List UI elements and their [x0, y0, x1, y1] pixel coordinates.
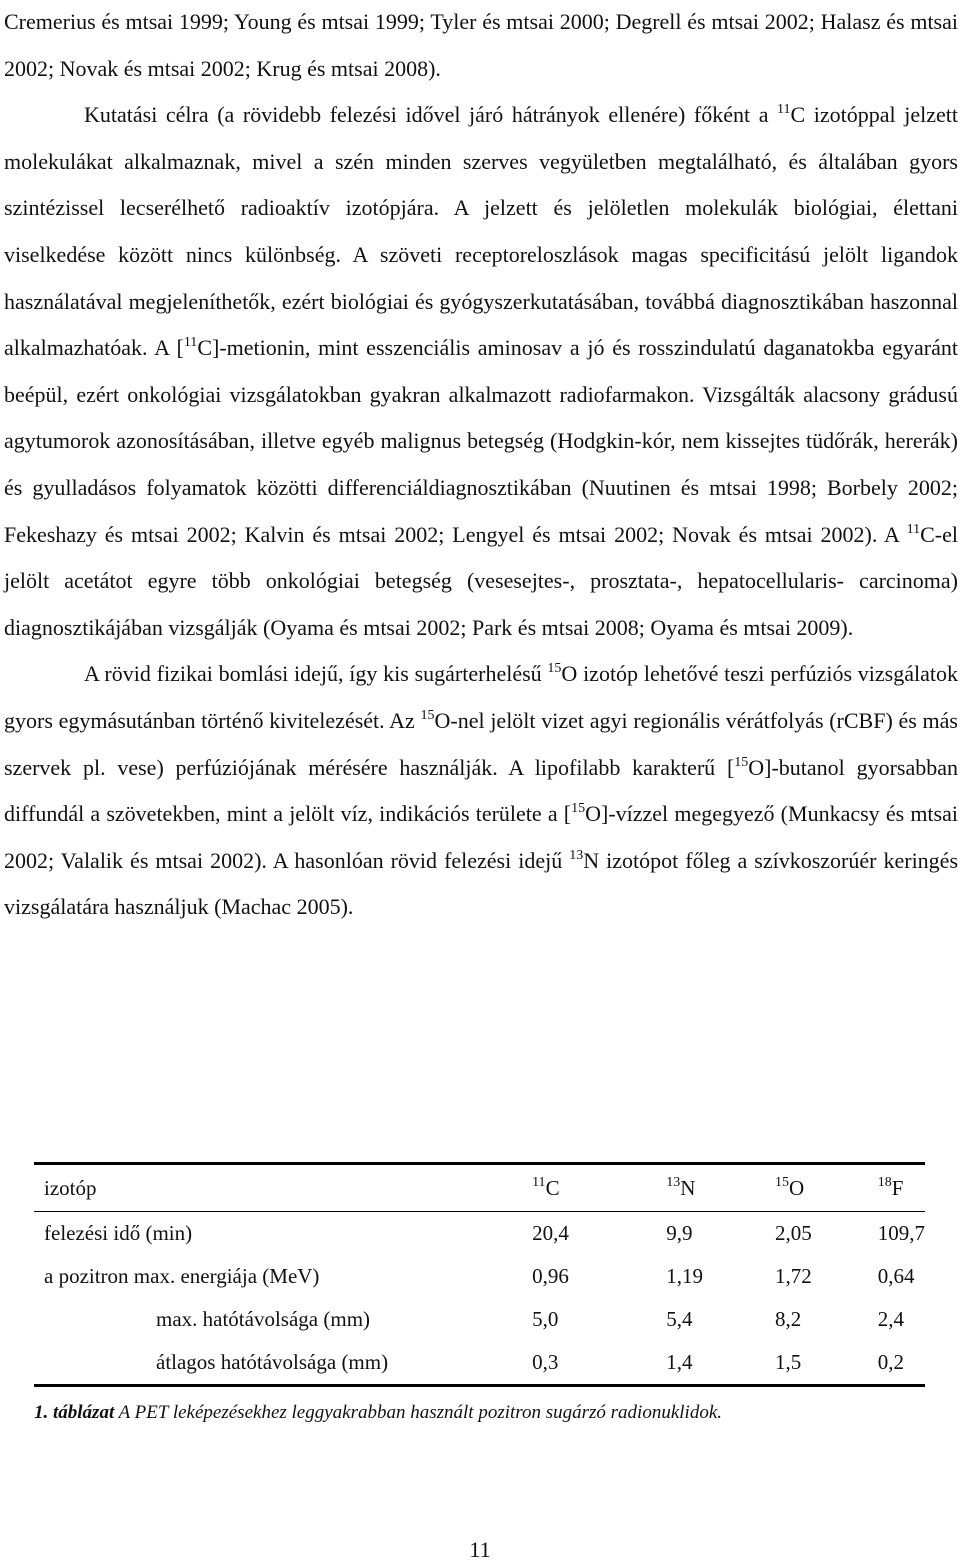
header-label: izotóp	[44, 1175, 97, 1200]
row-label: max. hatótávolsága (mm)	[156, 1307, 371, 1331]
superscript: 15	[571, 801, 586, 817]
table-cell: 1,4	[666, 1350, 693, 1374]
text-run: O-nel jelölt vizet agyi regionális vérátfolyás (rCBF) és más szervek pl. vese) perfúziójának mérésére használják. A lipofilabb karakterű [	[4, 707, 958, 780]
document-page	[4, 0, 958, 931]
text-run: Kutatási célra (a rövidebb felezési idővel járó hátrányok ellenére) főként a	[84, 102, 778, 128]
table-cell: 2,4	[877, 1307, 904, 1331]
superscript: 15	[734, 754, 749, 770]
table-cell: 0,2	[877, 1350, 904, 1374]
caption-number: 1. táblázat	[34, 1402, 115, 1423]
text-run: O]-butanol gyorsabban diffundál a szövetekben, mint a jelölt víz, indikációs területe a [	[4, 754, 958, 827]
paragraph-text: Cremerius és mtsai 1999; Young és mtsai 1999; Tyler és mtsai 2000; Degrell és mtsai 2002; Halasz és mtsai 2002; Novak és mtsai 2002; Krug és mtsai 2008).	[4, 9, 958, 81]
superscript: 11	[183, 335, 198, 351]
text-run: C-el jelölt acetátot egyre több onkológiai betegség (vesesejtes-, prosztata-, hepatocellularis- carcinoma) diagnosztikájában vizsgálják (Oyama és mtsai 2002; Park és mtsai 2008; Oyama és mtsai 2009).	[4, 521, 958, 640]
paragraph-oxygen-15	[4, 651, 958, 931]
table-cell: 2,05	[775, 1221, 812, 1245]
text-run: C]-metionin, mint esszenciális aminosav a jó és rosszindulatú daganatokba egyaránt beépül, ezért onkológiai vizsgálatokban gyakran alkalmazott radiofarmakon. Vizsgálták alacsony grádusú agytumorok azonosításában, illetve egyéb malignus betegség (Hodgkin-kór, nem kissejtes tüdőrák, hererák) és gyulladásos folyamatok közötti differenciáldiagnosztikában (Nuutinen és mtsai 1998; Borbely 2002; Fekeshazy és mtsai 2002; Kalvin és mtsai 2002; Lengyel és mtsai 2002; Novak és mtsai 2002). A	[4, 335, 958, 547]
isotope-symbol: N	[680, 1175, 696, 1200]
isotope-symbol: C	[545, 1175, 560, 1200]
text-run: O izotóp lehetővé teszi perfúziós vizsgálatok gyors egymásutánban történő kivitelezését. Az	[4, 661, 958, 733]
superscript: 11	[777, 102, 791, 118]
table-cell: 1,19	[666, 1264, 704, 1288]
isotope-symbol: F	[891, 1175, 904, 1200]
superscript: 13	[666, 1174, 681, 1190]
table-caption	[34, 1402, 722, 1424]
table-cell: 0,64	[877, 1264, 915, 1288]
header-isotope	[775, 1164, 878, 1212]
table-row	[34, 1298, 925, 1341]
table-cell: 8,2	[775, 1307, 802, 1331]
table	[34, 1162, 925, 1387]
table-cell: 1,72	[775, 1264, 812, 1288]
table-cell: 20,4	[532, 1221, 569, 1245]
table-header-row	[34, 1164, 925, 1212]
table-row	[34, 1341, 925, 1386]
header-isotope	[532, 1164, 666, 1212]
table-cell: 5,4	[666, 1307, 693, 1331]
table-cell: 9,9	[666, 1221, 693, 1245]
table-row	[34, 1255, 925, 1298]
page-number: 11	[469, 1537, 491, 1562]
header-isotope	[878, 1164, 925, 1212]
caption-text: A PET leképezésekhez leggyakrabban használt pozitron sugárzó radionuklidok.	[114, 1402, 723, 1423]
text-run: N izotópot főleg a szívkoszorúér keringés vizsgálatára használjuk (Machac 2005).	[4, 847, 959, 920]
paragraph-references-continued	[4, 0, 958, 92]
superscript: 15	[775, 1174, 790, 1190]
table-row	[34, 1212, 925, 1256]
text-run: O]-vízzel megegyező (Munkacsy és mtsai 2002; Valalik és mtsai 2002). A hasonlóan rövid felezési idejű	[4, 801, 958, 873]
superscript: 13	[569, 847, 584, 863]
table-cell: 0,96	[532, 1264, 569, 1288]
table-cell: 109,7	[877, 1221, 925, 1245]
row-label: átlagos hatótávolsága (mm)	[156, 1350, 389, 1374]
text-run: A rövid fizikai bomlási idejű, így kis sugárterhelésű	[84, 661, 548, 687]
table-cell: 5,0	[532, 1307, 559, 1331]
superscript: 18	[877, 1174, 892, 1190]
table-cell: 1,5	[775, 1350, 802, 1374]
row-label: a pozitron max. energiája (MeV)	[44, 1264, 320, 1288]
text-run: C izotóppal jelzett molekulákat alkalmaznak, mivel a szén minden szerves vegyületben megtalálható, és általában gyors szintézissel lecserélhető radioaktív izotópjára. A jelzett és jelöletlen molekulák biológiai, élettani viselkedése között nincs különbség. A szöveti receptoreloszlások magas specificitású jelölt ligandok használatával megjeleníthetők, ezért biológiai és gyógyszerkutatásában, továbbá diagnosztikában haszonnal alkalmazhatóak. A [	[4, 102, 958, 361]
superscript: 11	[532, 1174, 546, 1190]
superscript: 15	[420, 707, 435, 723]
isotope-table	[34, 1162, 925, 1387]
paragraph-carbon-11	[4, 92, 958, 651]
table-cell: 0,3	[532, 1350, 559, 1374]
isotope-symbol: O	[789, 1175, 805, 1200]
row-label: felezési idő (min)	[44, 1221, 193, 1245]
superscript: 11	[906, 521, 921, 537]
superscript: 15	[547, 661, 562, 677]
header-isotope	[666, 1164, 775, 1212]
